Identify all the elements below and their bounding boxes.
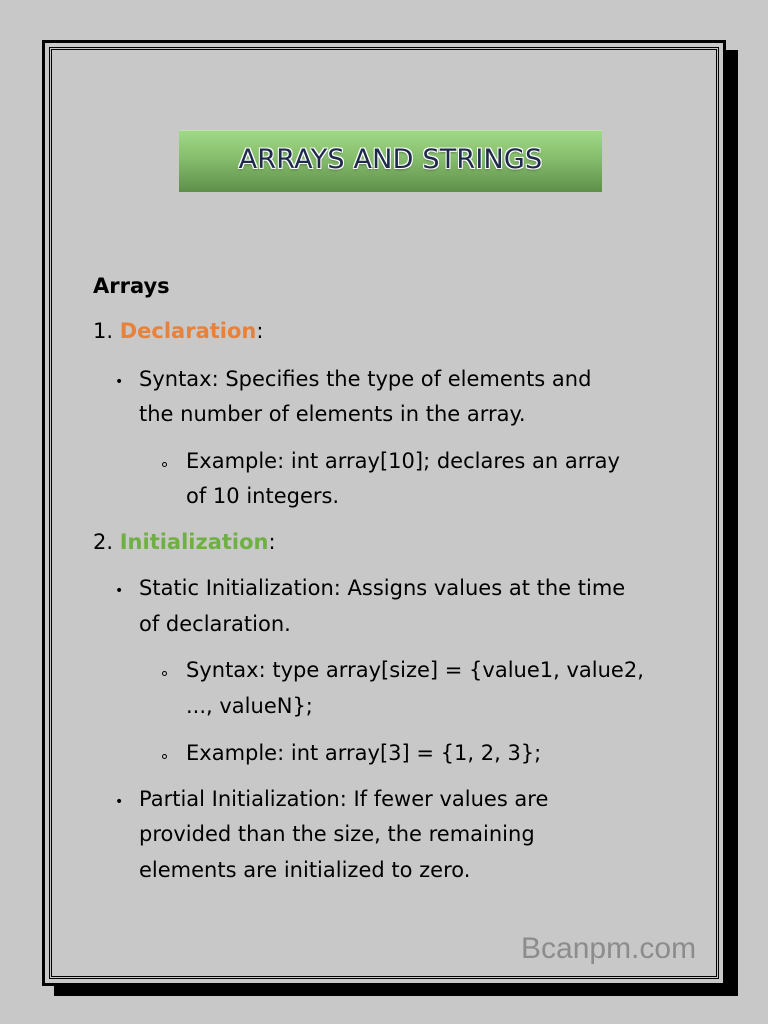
initialization-label: Initialization: [119, 530, 269, 554]
colon: :: [268, 530, 276, 554]
partial-init-line-2: provided than the size, the remaining: [139, 822, 535, 846]
bullet-icon: •: [115, 583, 124, 599]
list-number: 2.: [93, 530, 114, 554]
watermark: Bcanpm.com: [521, 932, 697, 965]
example-line-1: Example: int array[10]; declares an array: [186, 449, 620, 473]
syntax-init-line-2: ..., valueN};: [186, 694, 313, 718]
circle-bullet-icon: [162, 671, 167, 676]
partial-init-line-1: Partial Initialization: If fewer values are: [139, 787, 549, 811]
syntax-line-2: the number of elements in the array.: [139, 402, 526, 426]
bullet-icon: •: [115, 374, 124, 390]
example-line-2: of 10 integers.: [186, 484, 340, 508]
colon: :: [256, 319, 264, 343]
section-heading: Arrays: [93, 274, 170, 298]
list-number: 1.: [93, 319, 114, 343]
declaration-label: Declaration: [119, 319, 257, 343]
page-title: ARRAYS AND STRINGS: [238, 144, 543, 175]
circle-bullet-icon: [162, 754, 167, 759]
bullet-icon: •: [115, 794, 124, 810]
syntax-init-line-1: Syntax: type array[size] = {value1, value2,: [186, 658, 644, 682]
list-item-initialization: [93, 529, 276, 555]
syntax-line-1: Syntax: Specifies the type of elements and: [139, 367, 592, 391]
static-init-line-1: Static Initialization: Assigns values at the time: [139, 576, 626, 600]
circle-bullet-icon: [162, 462, 167, 467]
static-init-line-2: of declaration.: [139, 612, 291, 636]
example-init-line: Example: int array[3] = {1, 2, 3};: [186, 741, 542, 765]
partial-init-line-3: elements are initialized to zero.: [139, 858, 471, 882]
list-item-declaration: [93, 318, 263, 344]
